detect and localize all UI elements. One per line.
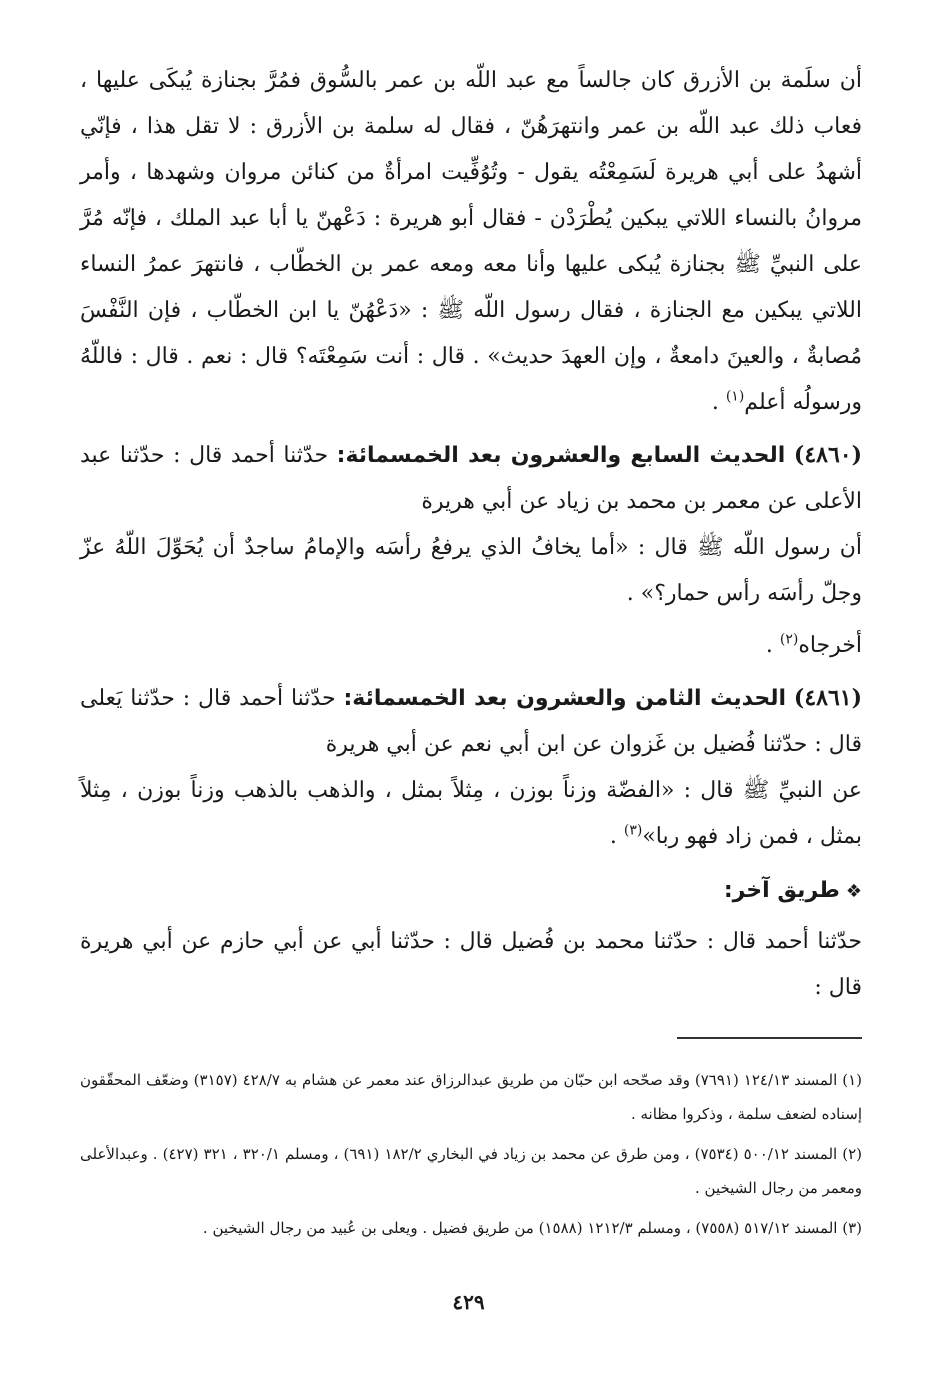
hadith-heading-4860 <box>80 432 862 525</box>
hadith-number: (٤٨٦٠) <box>793 442 863 468</box>
takhrij-paragraph <box>80 623 862 669</box>
hadith-title: الحديث الثامن والعشرون بعد الخمسمائة: <box>343 686 786 711</box>
hadith-heading-4861 <box>80 675 862 768</box>
hadith-text: أن رسول اللّه ﷺ قال : «أما يخافُ الذي يرفعُ رأسَه والإمامُ ساجدٌ أن يُحَوِّلَ اللّهُ عزّ وجلّ رأسَه رأس حمار؟» . <box>80 535 862 606</box>
punctuation: . <box>765 633 780 658</box>
punctuation: . <box>609 824 624 849</box>
hadith-number: (٤٨٦١) <box>793 685 862 711</box>
footnote-divider <box>677 1037 862 1039</box>
footnote-marker: (١) <box>725 388 745 405</box>
hadith-isnad: حدّثنا أحمد قال : حدّثنا يَعلى قال : حدّثنا فُضيل بن غَزوان عن ابن أبي نعم عن أبي هريرة <box>80 686 862 757</box>
hadith-text-paragraph <box>80 525 862 617</box>
footnote-1: (١) المسند ١٢٤/١٣ (٧٦٩١) وقد صحّحه ابن حبّان من طريق عبدالرزاق عند معمر عن هشام به ٤٢٨/٧ (٣١٥٧) وضعّف المحقّقون إسناده لضعف سلمة ، وذكروا مظانه . <box>80 1071 863 1123</box>
hadith-text: عن النبيِّ ﷺ قال : «الفضّة وزناً بوزن ، مِثلاً بمثل ، والذهب بالذهب وزناً بوزن ، مِثلاً بمثل ، فمن زاد فهو ربا» <box>80 778 862 849</box>
hadith-text: أن سلَمة بن الأزرق كان جالساً مع عبد اللّه بن عمر بالسُّوق فمُرَّ بجنازة يُبكَى عليها ، فعاب ذلك عبد اللّه بن عمر وانتهرَهُنّ ، فقال له سلمة بن الأزرق : لا تقل هذا ، فإنّي أشهدُ على أبي هريرة لَسَمِعْتُه يقول - وتُوُفِّيت امرأةٌ من كنائن مروان وشهدها ، وأمر مروانُ بالنساء اللاتي يبكين يُطْرَدْن - فقال أبو هريرة : دَعْهنّ يا أبا عبد الملك ، فإنّه مُرَّ على النبيِّ ﷺ بجنازة يُبكى عليها وأنا معه ومعه عمر بن الخطّاب ، فانتهرَ عمرُ النساء اللاتي يبكين مع الجنازة ، فقال رسول اللّه ﷺ : «دَعْهُنّ يا ابن الخطّاب ، فإن النَّفْسَ مُصابةٌ ، والعينَ دامعةٌ ، وإن العهدَ حديث» . قال : أنت سَمِعْتَه؟ قال : نعم . قال : فاللّهُ ورسولُه أعلم <box>80 68 863 415</box>
hadith-title: الحديث السابع والعشرون بعد الخمسمائة: <box>336 443 786 468</box>
hadith-isnad: حدّثنا أحمد قال : حدّثنا عبد الأعلى عن معمر بن محمد بن زياد عن أبي هريرة <box>80 443 862 514</box>
footnote-marker: (٣) <box>623 822 643 839</box>
isnad-text: حدّثنا أحمد قال : حدّثنا محمد بن فُضيل قال : حدّثنا أبي عن أبي حازم عن أبي هريرة قال : <box>80 929 862 1000</box>
diamond-icon: ❖ <box>845 881 862 902</box>
footnote-2: (٢) المسند ٥٠٠/١٢ (٧٥٣٤) ، ومن طرق عن محمد بن زياد في البخاري ١٨٢/٢ (٦٩١) ، ومسلم ٣٢٠/١ ، ٣٢١ (٤٢٧) . وعبدالأعلى ومعمر من رجال الشيخين . <box>80 1145 863 1197</box>
footnote-3: (٣) المسند ٥١٧/١٢ (٧٥٥٨) ، ومسلم ١٢١٢/٣ (١٥٨٨) من طريق فضيل . ويعلى بن عُبيد من رجال الشيخين . <box>202 1219 862 1237</box>
subheading-another-route <box>80 868 862 915</box>
takhrij-text: أخرجاه <box>798 633 862 658</box>
hadith-text-paragraph <box>80 768 862 860</box>
page-content <box>80 58 862 1251</box>
subheading-title: طريق آخر: <box>723 878 840 903</box>
hadith-text-paragraph <box>80 919 862 1011</box>
punctuation: . <box>711 390 726 415</box>
page-number: ٤٢٩ <box>452 1290 485 1314</box>
footnote-marker: (٢) <box>779 631 799 648</box>
hadith-text-paragraph <box>80 58 862 426</box>
